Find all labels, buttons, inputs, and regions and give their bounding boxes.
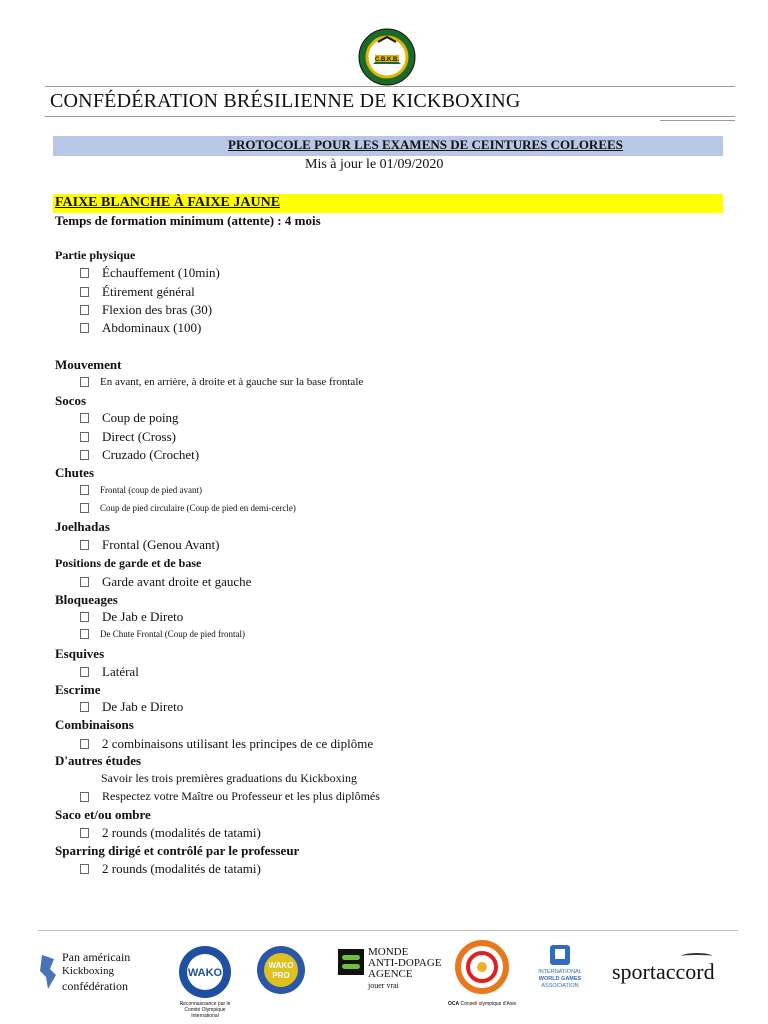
section-title-esquives: Esquives [55,646,105,661]
checkbox-icon [80,287,89,297]
checkbox-icon [80,577,89,587]
wako-pro-line1: WAKO [268,961,294,970]
oca-logo: OCA Conseil olympique d'Asie [448,939,518,1019]
cbkb-logo-text: C.B.K.B. [375,57,399,63]
section-title-chutes: Chutes [55,465,95,480]
checklist-item: En avant, en arrière, à droite et à gauche sur la base frontale [80,376,363,388]
checkbox-icon [80,702,89,712]
panamerican-logo: Pan américain Kickboxing confédération [38,947,158,1007]
checklist-item: Coup de pied circulaire (Coup de pied en demi-cercle) [80,503,296,513]
level-title: FAIXE BLANCHE À FAIXE JAUNE [55,195,281,210]
sportaccord-logo: sportaccord [612,953,742,993]
section-title-positions: Positions de garde et de base [55,556,202,570]
checklist-item: De Chute Frontal (Coup de pied frontal) [80,629,245,639]
checkbox-icon [80,268,89,278]
checklist-item: Échauffement (10min) [80,265,220,281]
checklist-item: 2 rounds (modalités de tatami) [80,861,261,877]
section-title-joelhadas: Joelhadas [55,519,110,534]
checklist-item: Cruzado (Crochet) [80,447,199,463]
checkbox-icon [80,540,89,550]
checkbox-icon [80,667,89,677]
wako-logo-text: WAKO [187,967,223,979]
iwga-logo: INTERNATIONAL WORLD GAMES ASSOCIATION [530,943,590,1003]
wako-pro-logo [256,945,308,997]
checkbox-icon [80,450,89,460]
checkbox-icon [80,377,89,387]
cbkb-logo [358,28,416,86]
checklist-item: Respectez votre Maître ou Professeur et les plus diplômés [80,789,380,804]
checklist-item: De Jab e Direto [80,609,183,625]
checklist-item: Latéral [80,664,139,680]
confederation-title: CONFÉDÉRATION BRÉSILIENNE DE KICKBOXING [50,90,521,112]
checklist-item: Abdominaux (100) [80,320,201,336]
section-title-socos: Socos [55,393,87,408]
wako-pro-line2: PRO [272,971,290,980]
section-title-mouvement: Mouvement [55,357,122,372]
checkbox-icon [80,629,89,639]
checkbox-icon [80,828,89,838]
checkbox-icon [80,739,89,749]
checkbox-icon [80,612,89,622]
section-title-escrime: Escrime [55,682,101,697]
checkbox-icon [80,413,89,423]
checklist-item: Coup de poing [80,410,179,426]
checkbox-icon [80,864,89,874]
checklist-item: Frontal (Genou Avant) [80,537,219,553]
section-title-physique: Partie physique [55,248,136,262]
checklist-item: Flexion des bras (30) [80,302,212,318]
wada-logo: MONDE ANTI-DOPAGE AGENCE jouer vrai [338,947,458,999]
section-title-sparring: Sparring dirigé et contrôlé par le professeur [55,843,300,858]
checklist-item: Frontal (coup de pied avant) [80,485,202,495]
checkbox-icon [80,432,89,442]
checkbox-icon [80,485,89,495]
checkbox-icon [80,323,89,333]
checkbox-icon [80,503,89,513]
section-title-saco: Saco et/ou ombre [55,807,151,822]
checklist-item: Garde avant droite et gauche [80,574,251,590]
checkbox-icon [80,305,89,315]
section-title-bloqueages: Bloqueages [55,592,118,607]
checklist-item: 2 combinaisons utilisant les principes de ce diplôme [80,736,373,752]
section-title-combinaisons: Combinaisons [55,717,134,732]
wako-logo: WAKO Reconnaissance par le Comité Olympique International [172,945,242,1020]
protocol-title: PROTOCOLE POUR LES EXAMENS DE CEINTURES COLOREES [228,137,623,152]
etudes-text: Savoir les trois premières graduations du Kickboxing [101,771,357,785]
training-time: Temps de formation minimum (attente) : 4 mois [55,213,321,228]
checklist-item: Étirement général [80,284,195,300]
checklist-item: 2 rounds (modalités de tatami) [80,825,261,841]
checklist-item: De Jab e Direto [80,699,183,715]
section-title-etudes: D'autres études [55,753,142,768]
update-date: Mis à jour le 01/09/2020 [305,157,444,172]
checklist-item: Direct (Cross) [80,429,176,445]
checkbox-icon [80,792,89,802]
footer-logos [0,935,768,1024]
